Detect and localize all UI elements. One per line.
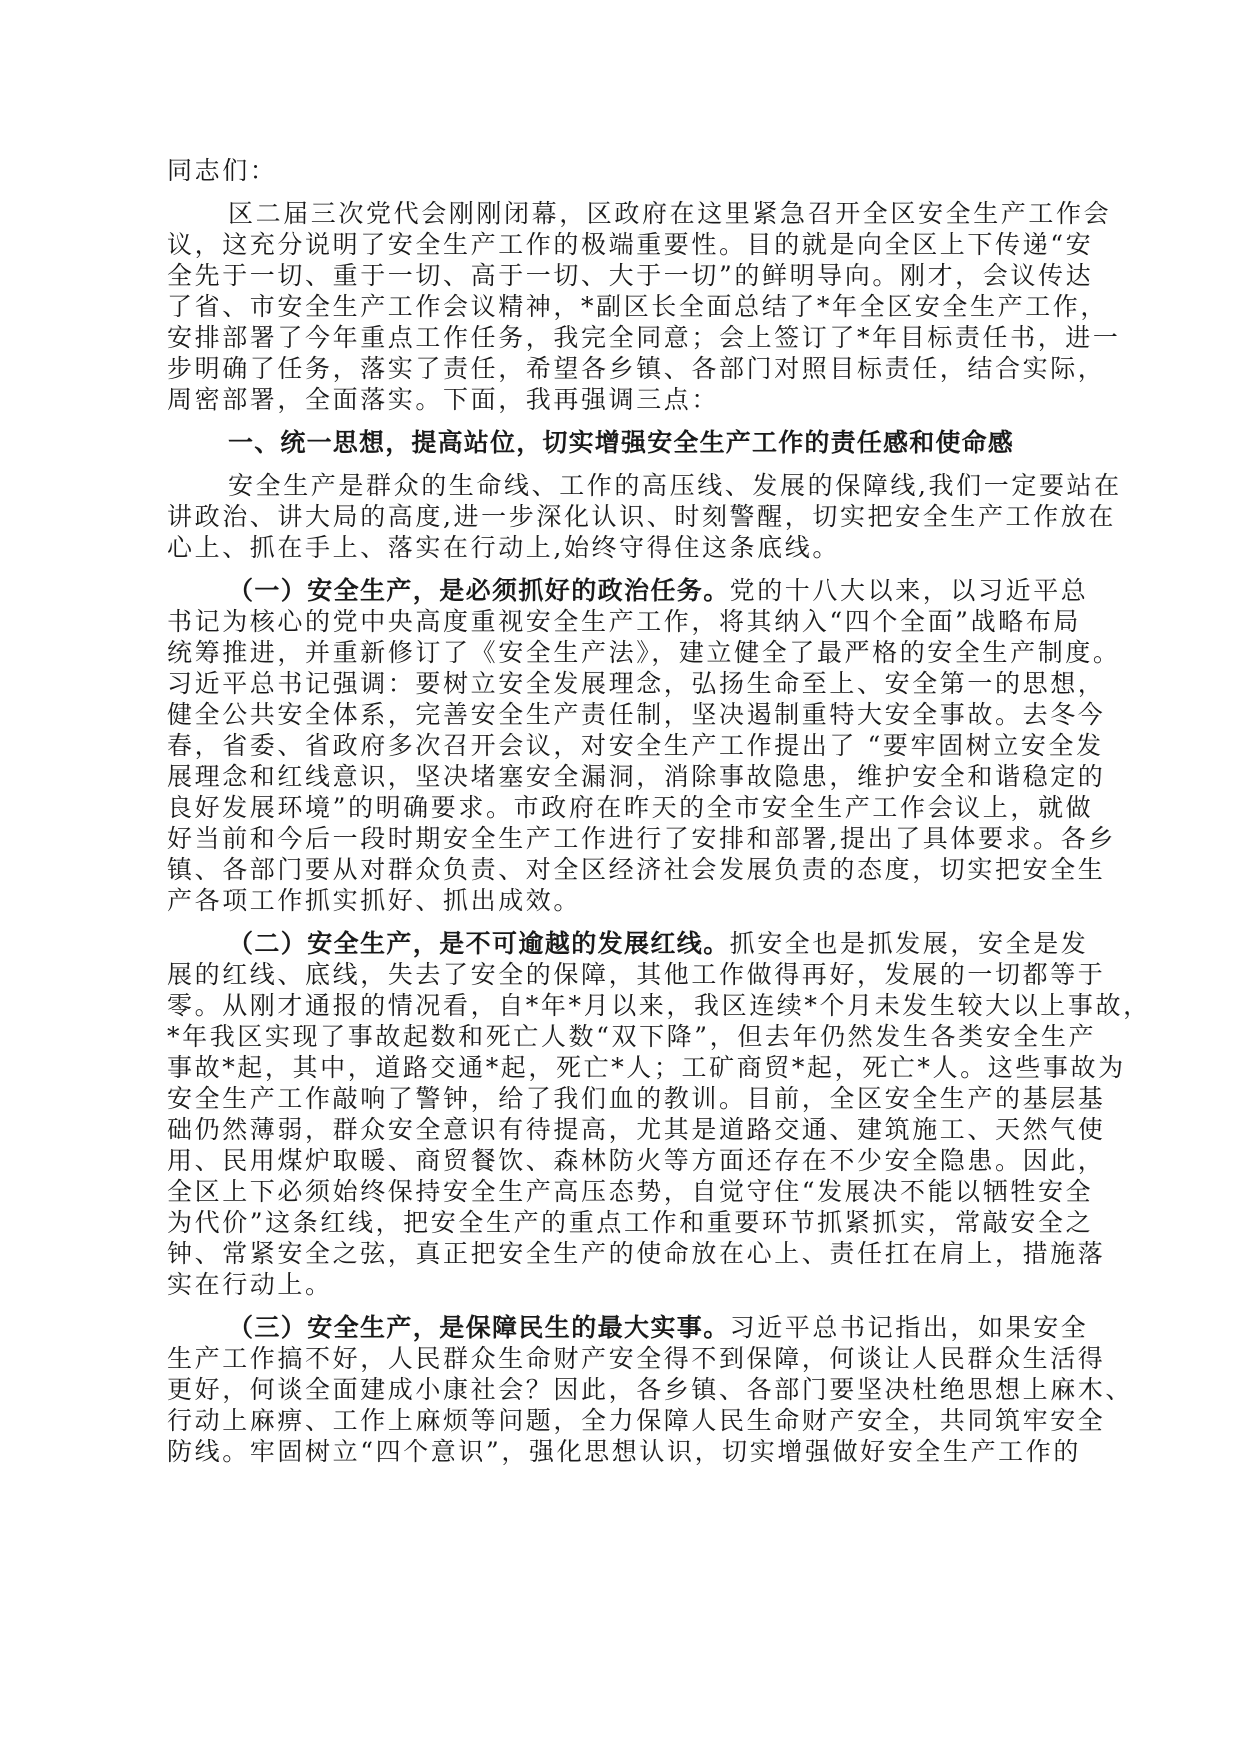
text-line: 础仍然薄弱，群众安全意识有待提高，尤其是道路交通、建筑施工、天然气使 [167,1115,1106,1144]
text-line: 展的红线、底线，失去了安全的保障，其他工作做得再好，发展的一切都等于 [167,960,1106,989]
salutation: 同志们： [167,156,278,185]
text-line [167,1312,1089,1343]
point-lead: （三）安全生产，是保障民生的最大实事。 [228,1313,730,1342]
text-line: *年我区实现了事故起数和死亡人数“双下降”，但去年仍然发生各类安全生产 [167,1022,1097,1051]
point-text: 习近平总书记指出，如果安全 [729,1313,1089,1342]
text-line: 全先于一切、重于一切、高于一切、大于一切”的鲜明导向。刚才，会议传达 [167,261,1094,290]
text-line: 心上、抓在手上、落实在行动上,始终守得住这条底线。 [167,533,840,562]
point-paragraph-2 [167,928,1151,1300]
text-line: 健全公共安全体系，完善安全生产责任制，坚决遏制重特大安全事故。去冬今 [167,700,1106,729]
text-line: 了省、市安全生产工作会议精神，*副区长全面总结了*年全区安全生产工作， [167,292,1109,321]
text-line: 书记为核心的党中央高度重视安全生产工作，将其纳入“四个全面”战略布局 [167,607,1081,636]
text-line: 讲政治、讲大局的高度,进一步深化认识、时刻警醒，切实把安全生产工作放在 [167,502,1116,531]
intro-paragraph [167,198,1121,415]
text-line: 实在行动上。 [167,1270,333,1299]
text-line: 用、民用煤炉取暖、商贸餐饮、森林防火等方面还存在不少安全隐患。因此， [167,1146,1106,1175]
text-line [167,575,1089,606]
text-line: 全区上下必须始终保持安全生产高压态势，自觉守住“发展决不能以牺牲安全 [167,1177,1094,1206]
text-line: 习近平总书记强调：要树立安全发展理念，弘扬生命至上、安全第一的思想， [167,669,1106,698]
text-line: 好当前和今后一段时期安全生产工作进行了安排和部署,提出了具体要求。各乡 [167,824,1116,853]
text-line: 镇、各部门要从对群众负责、对全区经济社会发展负责的态度，切实把安全生 [167,855,1106,884]
text-line: 步明确了任务，落实了责任，希望各乡镇、各部门对照目标责任，结合实际， [167,354,1106,383]
section-intro-paragraph [167,470,1122,563]
document-body [167,155,1151,1467]
text-line: 产各项工作抓实抓好、抓出成效。 [167,886,582,915]
text-line: 事故*起，其中，道路交通*起，死亡*人；工矿商贸*起，死亡*人。这些事故为 [167,1053,1126,1082]
section-heading: 一、统一思想，提高站位，切实增强安全生产工作的责任感和使命感 [228,428,1015,457]
text-line: 春，省委、省政府多次召开会议，对安全生产工作提出了 “要牢固树立安全发 [167,731,1104,760]
point-paragraph-3 [167,1312,1134,1467]
text-line: 统筹推进，并重新修订了《安全生产法》，建立健全了最严格的安全生产制度。 [167,638,1121,667]
text-line: 安全生产是群众的生命线、工作的高压线、发展的保障线,我们一定要站在 [228,471,1122,500]
text-line: 周密部署，全面落实。下面，我再强调三点： [167,385,720,414]
point-lead: （一）安全生产，是必须抓好的政治任务。 [228,576,730,605]
text-line: 安全生产工作敲响了警钟，给了我们血的教训。目前，全区安全生产的基层基 [167,1084,1106,1113]
point-lead: （二）安全生产，是不可逾越的发展红线。 [228,929,730,958]
text-line: 安排部署了今年重点工作任务，我完全同意；会上签订了*年目标责任书，进一 [167,323,1121,352]
text-line: 生产工作搞不好，人民群众生命财产安全得不到保障，何谈让人民群众生活得 [167,1344,1106,1373]
point-paragraph-1 [167,575,1121,916]
text-line: 良好发展环境”的明确要求。市政府在昨天的全市安全生产工作会议上，就做 [167,793,1094,822]
text-line: 零。从刚才通报的情况看，自*年*月以来，我区连续*个月未发生较大以上事故， [167,991,1151,1020]
point-text: 党的十八大以来，以习近平总 [729,576,1089,605]
text-line: 议，这充分说明了安全生产工作的极端重要性。目的就是向全区上下传递“安 [167,230,1094,259]
text-line [167,928,1089,959]
text-line: 钟、常紧安全之弦，真正把安全生产的使命放在心上、责任扛在肩上，措施落 [167,1239,1106,1268]
text-line: 为代价”这条红线，把安全生产的重点工作和重要环节抓紧抓实，常敲安全之 [167,1208,1094,1237]
text-line: 防线。牢固树立“四个意识”，强化思想认识，切实增强做好安全生产工作的 [167,1437,1081,1466]
text-line: 行动上麻痹、工作上麻烦等问题，全力保障人民生命财产安全，共同筑牢安全 [167,1406,1106,1435]
text-line: 更好，何谈全面建成小康社会？因此，各乡镇、各部门要坚决杜绝思想上麻木、 [167,1375,1134,1404]
point-text: 抓安全也是抓发展，安全是发 [729,929,1089,958]
text-line: 区二届三次党代会刚刚闭幕，区政府在这里紧急召开全区安全生产工作会 [228,199,1112,228]
text-line: 展理念和红线意识，坚决堵塞安全漏洞，消除事故隐患，维护安全和谐稳定的 [167,762,1106,791]
